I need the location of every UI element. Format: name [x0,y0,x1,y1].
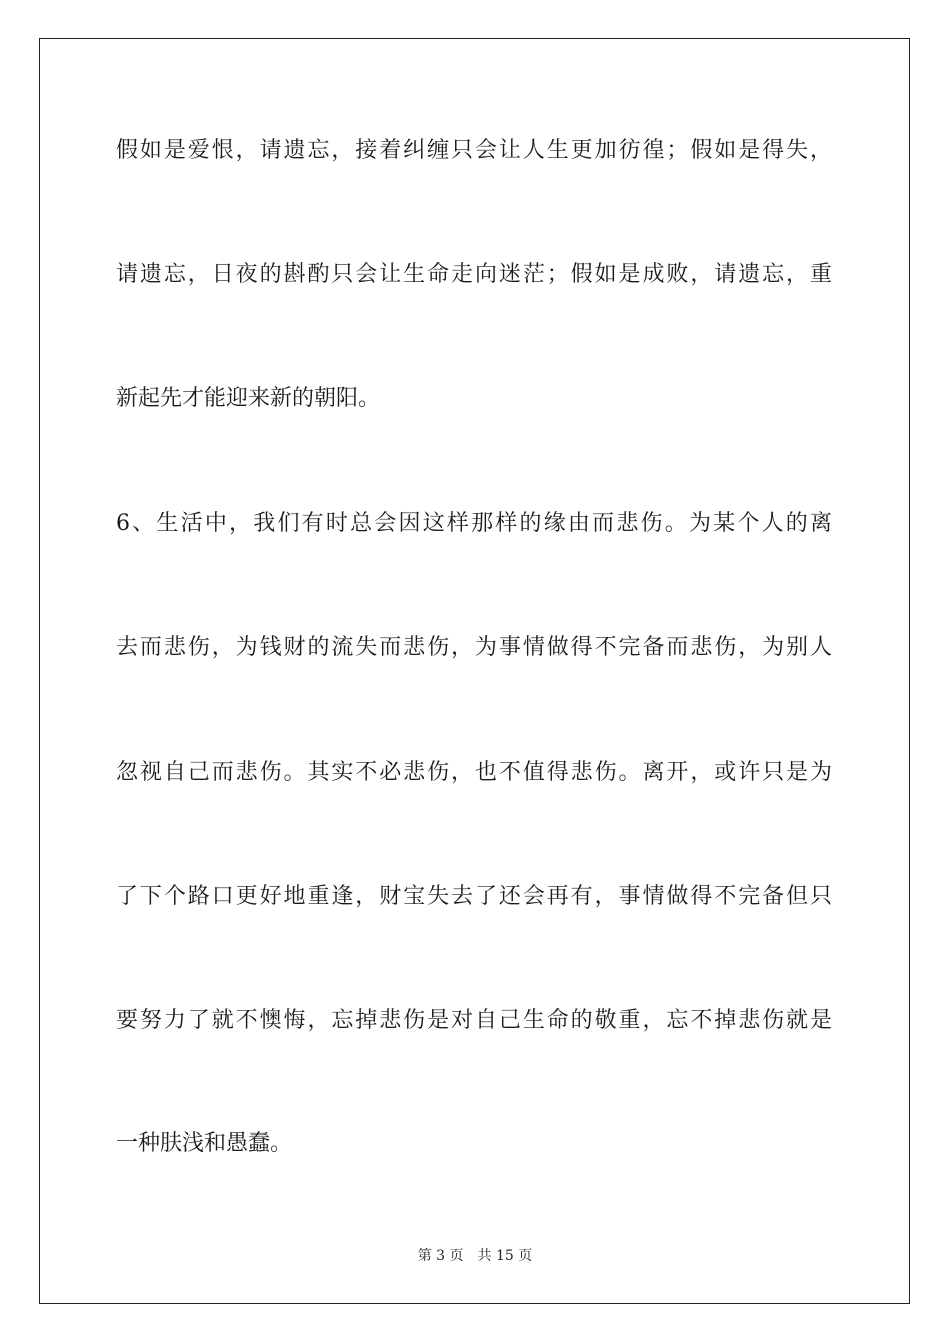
page-footer [0,1247,950,1265]
text-line-9: 一种肤浅和愚蠢。 [116,1131,293,1156]
text-line-4: 6、生活中，我们有时总会因这样那样的缘由而悲伤。为某个人的离 [116,511,832,536]
text-line-7: 了下个路口更好地重逢，财宝失去了还会再有，事情做得不完备但只 [116,884,832,909]
text-line-8: 要努力了就不懊悔，忘掉悲伤是对自己生命的敬重，忘不掉悲伤就是 [116,1008,832,1033]
text-line-6: 忽视自己而悲伤。其实不必悲伤，也不值得悲伤。离开，或许只是为 [116,760,832,785]
text-line-5: 去而悲伤，为钱财的流失而悲伤，为事情做得不完备而悲伤，为别人 [116,635,832,660]
text-line-2: 请遗忘，日夜的斟酌只会让生命走向迷茫；假如是成败，请遗忘，重 [116,262,832,287]
text-line-1: 假如是爱恨，请遗忘，接着纠缠只会让人生更加彷徨；假如是得失， [116,138,832,163]
page-total: 共 15 页 [477,1248,533,1264]
page-number: 第 3 页 [417,1248,464,1264]
text-line-3: 新起先才能迎来新的朝阳。 [116,386,381,411]
page-frame [39,38,910,1304]
